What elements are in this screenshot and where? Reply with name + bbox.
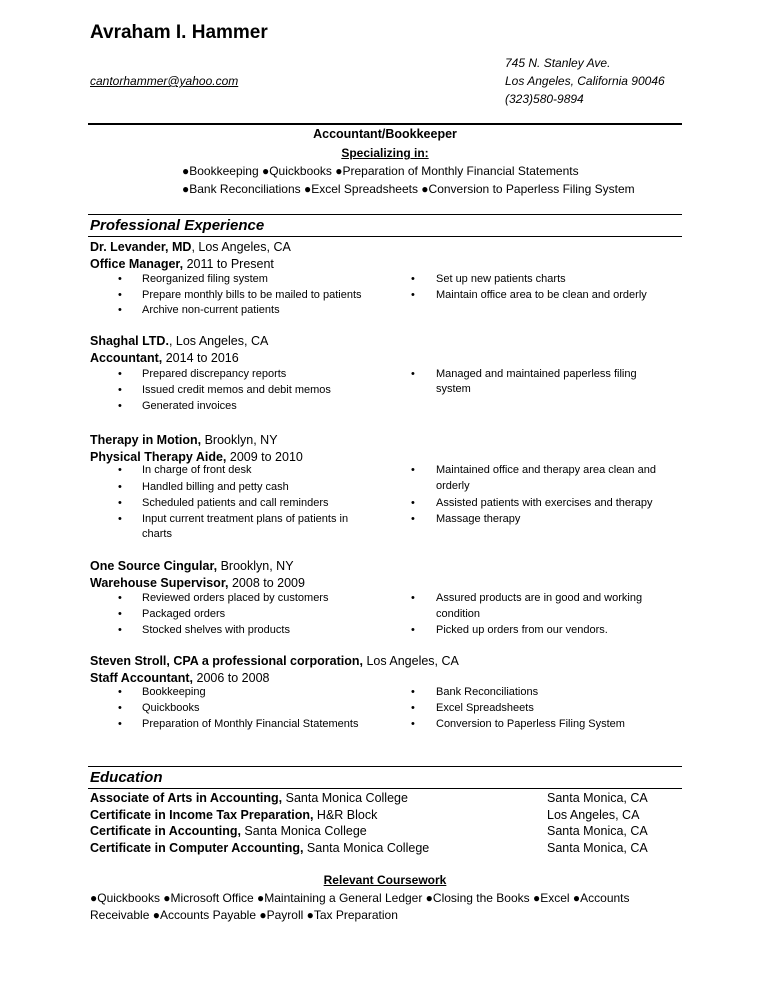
employer-location: , Los Angeles, CA xyxy=(191,240,291,254)
job-employer-line xyxy=(90,559,294,573)
bullet-icon: • xyxy=(118,624,122,636)
duty-item: Bank Reconciliations xyxy=(436,686,539,698)
bullet-icon: • xyxy=(411,289,415,301)
duty-item: Set up new patients charts xyxy=(436,273,566,285)
bullet-icon: • xyxy=(118,481,122,493)
section-divider-bottom xyxy=(88,236,682,237)
school-location: Santa Monica, CA xyxy=(547,824,648,838)
bullet-icon: • xyxy=(118,513,122,525)
duty-item: Maintained office and therapy area clean and xyxy=(436,464,656,476)
education-divider-top xyxy=(88,766,682,767)
bullet-icon: • xyxy=(118,702,122,714)
employer-location: Brooklyn, NY xyxy=(201,433,278,447)
bullet-icon: • xyxy=(118,384,122,396)
duty-item: Conversion to Paperless Filing System xyxy=(436,718,625,730)
job-employer-line xyxy=(90,240,291,254)
address-line-1: 745 N. Stanley Ave. xyxy=(505,56,611,70)
duty-item: Input current treatment plans of patients in xyxy=(142,513,349,525)
specialty-line-1: ●Bookkeeping ●Quickbooks ●Preparation of Monthly Financial Statements xyxy=(182,164,579,178)
coursework-line-1: ●Quickbooks ●Microsoft Office ●Maintaining a General Ledger ●Closing the Books ●Excel ●Accounts xyxy=(90,891,630,905)
duty-item: Picked up orders from our vendors. xyxy=(436,624,608,636)
bullet-icon: • xyxy=(411,592,415,604)
duty-item: Packaged orders xyxy=(142,608,226,620)
employer-name: One Source Cingular, xyxy=(90,559,218,573)
job-role: Staff Accountant, xyxy=(90,671,194,685)
duty-item: Prepare monthly bills to be mailed to patients xyxy=(142,289,362,301)
bullet-icon: • xyxy=(118,304,122,316)
duty-item: Issued credit memos and debit memos xyxy=(142,384,331,396)
job-role: Accountant, xyxy=(90,351,163,365)
specialty-line-2: ●Bank Reconciliations ●Excel Spreadsheets ●Conversion to Paperless Filing System xyxy=(182,182,635,196)
duty-item: Reviewed orders placed by customers xyxy=(142,592,329,604)
school-name: Santa Monica College xyxy=(282,791,408,805)
address-line-2: Los Angeles, California 90046 xyxy=(505,74,665,88)
coursework-title: Relevant Coursework xyxy=(323,873,447,887)
job-dates: 2006 to 2008 xyxy=(193,671,270,685)
degree-name: Associate of Arts in Accounting, xyxy=(90,791,283,805)
school-name: H&R Block xyxy=(313,808,378,822)
duty-item: Assisted patients with exercises and therapy xyxy=(436,497,653,509)
school-name: Santa Monica College xyxy=(303,841,430,855)
bullet-icon: • xyxy=(411,464,415,476)
bullet-icon: • xyxy=(118,497,122,509)
section-divider-top xyxy=(88,214,682,215)
job-role-line xyxy=(90,351,239,365)
bullet-icon: • xyxy=(118,368,122,380)
job-employer-line xyxy=(90,433,278,447)
duty-item: In charge of front desk xyxy=(142,464,252,476)
duty-item: Handled billing and petty cash xyxy=(142,481,289,493)
job-role-line xyxy=(90,576,305,590)
employer-name: Therapy in Motion, xyxy=(90,433,202,447)
education-row xyxy=(90,824,367,838)
job-role-line xyxy=(90,257,274,271)
coursework-line-2: Receivable ●Accounts Payable ●Payroll ●Tax Preparation xyxy=(90,908,398,922)
experience-section-title: Professional Experience xyxy=(90,217,265,234)
job-dates: 2011 to Present xyxy=(183,257,274,271)
education-row xyxy=(90,808,377,822)
employer-name: Shaghal LTD. xyxy=(90,334,169,348)
candidate-name: Avraham I. Hammer xyxy=(90,22,268,43)
header-divider xyxy=(88,123,682,125)
job-title: Accountant/Bookkeeper xyxy=(313,127,457,141)
job-dates: 2008 to 2009 xyxy=(228,576,305,590)
duty-item: Stocked shelves with products xyxy=(142,624,290,636)
job-role: Office Manager, xyxy=(90,257,184,271)
bullet-icon: • xyxy=(411,497,415,509)
bullet-icon: • xyxy=(118,464,122,476)
bullet-icon: • xyxy=(411,686,415,698)
education-divider-bottom xyxy=(88,788,682,789)
school-location: Los Angeles, CA xyxy=(547,808,640,822)
bullet-icon: • xyxy=(411,273,415,285)
bullet-icon: • xyxy=(118,686,122,698)
duty-item: Excel Spreadsheets xyxy=(436,702,534,714)
bullet-icon: • xyxy=(411,624,415,636)
employer-location: Brooklyn, NY xyxy=(217,559,294,573)
duty-item: Prepared discrepancy reports xyxy=(142,368,287,380)
phone-number: (323)580-9894 xyxy=(505,92,584,106)
employer-location: Los Angeles, CA xyxy=(362,654,459,668)
school-name: Santa Monica College xyxy=(240,824,367,838)
job-role: Warehouse Supervisor, xyxy=(90,576,229,590)
bullet-icon: • xyxy=(411,368,415,380)
bullet-icon: • xyxy=(411,702,415,714)
job-employer-line xyxy=(90,654,459,668)
duty-item: Generated invoices xyxy=(142,400,237,412)
duty-item: Managed and maintained paperless filing xyxy=(436,368,637,380)
specializing-label: Specializing in: xyxy=(341,146,429,160)
duty-item: Massage therapy xyxy=(436,513,521,525)
bullet-icon: • xyxy=(118,592,122,604)
degree-name: Certificate in Income Tax Preparation, xyxy=(90,808,314,822)
degree-name: Certificate in Accounting, xyxy=(90,824,241,838)
job-employer-line xyxy=(90,334,268,348)
school-location: Santa Monica, CA xyxy=(547,841,648,855)
job-role: Physical Therapy Aide, xyxy=(90,450,227,464)
duty-item: charts xyxy=(142,528,172,540)
duty-item: Quickbooks xyxy=(142,702,200,714)
bullet-icon: • xyxy=(118,718,122,730)
duty-item: Preparation of Monthly Financial Statements xyxy=(142,718,359,730)
employer-location: , Los Angeles, CA xyxy=(168,334,269,348)
bullet-icon: • xyxy=(118,400,122,412)
duty-item: Reorganized filing system xyxy=(142,273,268,285)
duty-item: Assured products are in good and working xyxy=(436,592,643,604)
bullet-icon: • xyxy=(411,513,415,525)
bullet-icon: • xyxy=(118,608,122,620)
education-row xyxy=(90,841,429,855)
duty-item: Bookkeeping xyxy=(142,686,206,698)
job-role-line xyxy=(90,450,303,464)
duty-item: Scheduled patients and call reminders xyxy=(142,497,329,509)
duty-item: condition xyxy=(436,608,481,620)
job-dates: 2009 to 2010 xyxy=(226,450,303,464)
bullet-icon: • xyxy=(118,289,122,301)
job-dates: 2014 to 2016 xyxy=(162,351,239,365)
employer-name: Dr. Levander, MD xyxy=(90,240,192,254)
school-location: Santa Monica, CA xyxy=(547,791,648,805)
duty-item: orderly xyxy=(436,480,470,492)
job-role-line xyxy=(90,671,269,685)
duty-item: system xyxy=(436,383,471,395)
degree-name: Certificate in Computer Accounting, xyxy=(90,841,304,855)
duty-item: Maintain office area to be clean and orderly xyxy=(436,289,647,301)
duty-item: Archive non-current patients xyxy=(142,304,280,316)
email-link[interactable]: cantorhammer@yahoo.com xyxy=(90,74,239,88)
employer-name: Steven Stroll, CPA a professional corporation, xyxy=(90,654,363,668)
bullet-icon: • xyxy=(118,273,122,285)
education-section-title: Education xyxy=(90,769,163,786)
education-row xyxy=(90,791,408,805)
bullet-icon: • xyxy=(411,718,415,730)
